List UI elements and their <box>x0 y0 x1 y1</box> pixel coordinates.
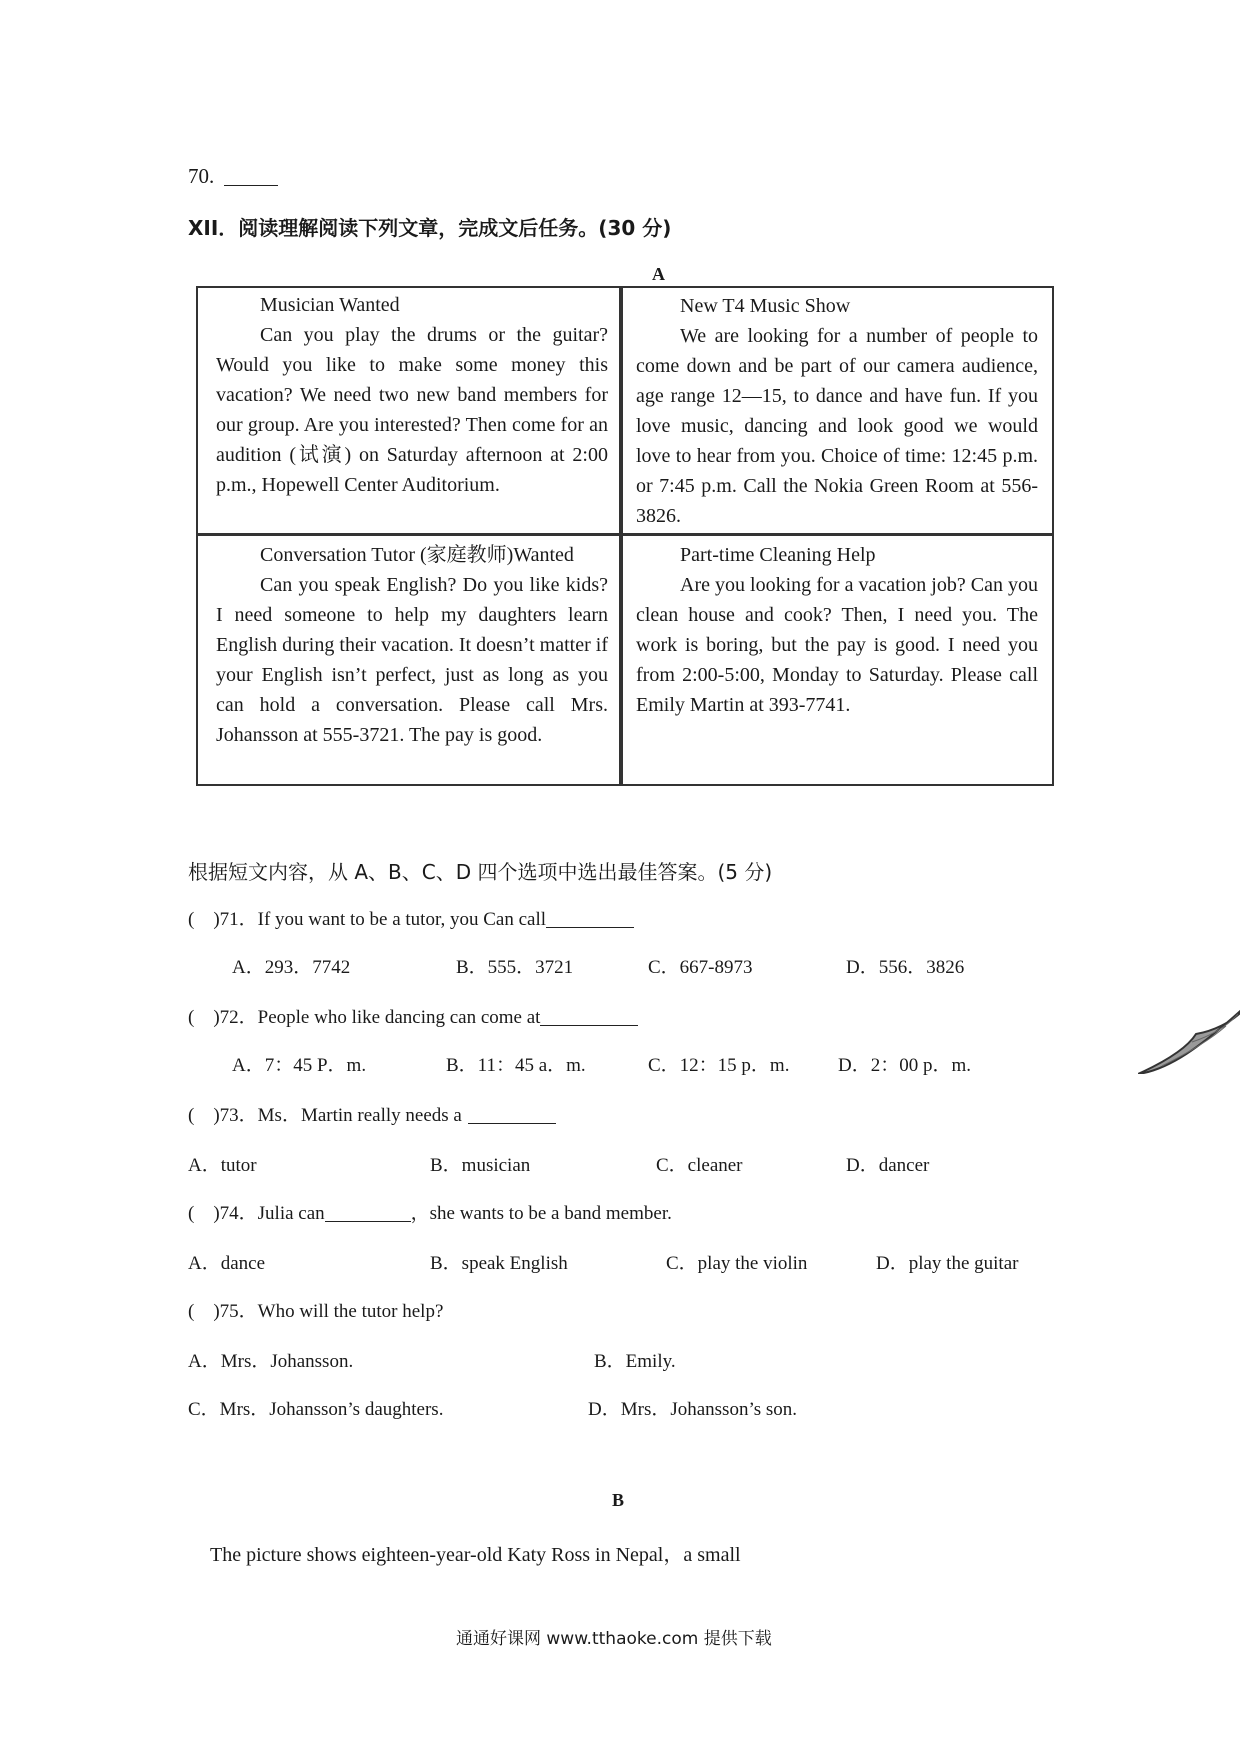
option-a[interactable]: A．Mrs．Johansson. <box>188 1351 354 1372</box>
option-d[interactable]: D．play the guitar <box>876 1253 1019 1274</box>
row-divider <box>198 533 1052 536</box>
option-d[interactable]: D．2：00 p．m. <box>838 1055 972 1076</box>
answer-blank[interactable] <box>540 1025 638 1026</box>
ad-cleaning-help <box>636 540 1038 720</box>
question-72 <box>188 1002 638 1029</box>
option-d[interactable]: D．dancer <box>846 1155 930 1176</box>
column-divider <box>619 288 623 784</box>
ad-title: New T4 Music Show <box>680 295 851 317</box>
question-stem: ( )72．People who like dancing can come at <box>188 1007 541 1028</box>
option-a[interactable]: A．tutor <box>188 1155 257 1176</box>
ad-title: Part-time Cleaning Help <box>680 544 876 566</box>
answer-blank[interactable] <box>325 1221 411 1222</box>
section-title: XII．阅读理解阅读下列文章，完成文后任务。(30 分) <box>188 216 672 240</box>
question-stem: ( )73．Ms．Martin really needs a <box>188 1105 462 1126</box>
option-a[interactable]: A．dance <box>188 1253 266 1274</box>
option-a[interactable]: A．7：45 P．m. <box>232 1055 367 1076</box>
ad-body: Can you play the drums or the guitar? Would you like to make some money this vacation? We need two new band members for our group. Are you interested? Then come for an audition (试演) on Saturday afternoon at 2:00 p.m., Hopewell Center Auditorium. <box>216 324 608 496</box>
answer-blank[interactable] <box>224 185 278 186</box>
question-stem: ( )74．Julia can <box>188 1203 325 1224</box>
page-curl-icon <box>1138 1004 1240 1074</box>
ad-body: Are you looking for a vacation job? Can you clean house and cook? Then, I need you. The work is boring, but the pay is good. I need you from 2:00-5:00, Monday to Saturday. Please call Emily Martin at 393-7741. <box>636 574 1038 716</box>
option-b[interactable]: B．musician <box>430 1155 531 1176</box>
notice-board <box>196 286 1054 786</box>
question-73 <box>188 1100 556 1127</box>
option-a[interactable]: A．293．7742 <box>232 957 351 978</box>
ad-conversation-tutor <box>216 540 608 750</box>
option-c[interactable]: C．667-8973 <box>648 957 753 978</box>
question-75 <box>188 1296 443 1323</box>
question-stem-end: ，she wants to be a band member. <box>410 1203 672 1224</box>
part-b-label: B <box>612 1490 625 1510</box>
option-d[interactable]: D．556．3826 <box>846 957 965 978</box>
passage-b-first-line: The picture shows eighteen-year-old Katy Ross in Nepal，a small <box>210 1544 741 1566</box>
question-70 <box>188 164 278 189</box>
ad-music-show <box>636 291 1038 531</box>
part-a-label: A <box>652 264 665 284</box>
question-74 <box>188 1198 672 1225</box>
footer-source: 通通好课网 www.tthaoke.com 提供下载 <box>456 1629 772 1649</box>
question-stem: ( )71．If you want to be a tutor, you Can call <box>188 909 547 930</box>
option-b[interactable]: B．11：45 a．m. <box>446 1055 586 1076</box>
ad-title: Musician Wanted <box>260 294 400 316</box>
question-stem: ( )75．Who will the tutor help? <box>188 1301 444 1322</box>
option-c[interactable]: C．Mrs．Johansson’s daughters. <box>188 1399 444 1420</box>
ad-title: Conversation Tutor (家庭教师)Wanted <box>260 544 574 566</box>
option-c[interactable]: C．12：15 p．m. <box>648 1055 790 1076</box>
option-b[interactable]: B．speak English <box>430 1253 568 1274</box>
question-71 <box>188 904 634 931</box>
answer-blank[interactable] <box>468 1123 556 1124</box>
question-70-number: 70. <box>188 164 215 188</box>
answer-blank[interactable] <box>546 927 634 928</box>
instruction: 根据短文内容，从 A、B、C、D 四个选项中选出最佳答案。(5 分) <box>188 860 773 884</box>
option-b[interactable]: B．Emily. <box>594 1351 676 1372</box>
option-b[interactable]: B．555．3721 <box>456 957 574 978</box>
ad-body: We are looking for a number of people to come down and be part of our camera audience, age range 12—15, to dance and have fun. If you love music, dancing and look good we would love to hear from you. Choice of time: 12:45 p.m. or 7:45 p.m. Call the Nokia Green Room at 556-3826. <box>636 325 1038 527</box>
option-d[interactable]: D．Mrs．Johansson’s son. <box>588 1399 798 1420</box>
ad-body: Can you speak English? Do you like kids? I need someone to help my daughters learn English during their vacation. It doesn’t matter if your English isn’t perfect, just as long as you can hold a conversation. Please call Mrs. Johansson at 555-3721. The pay is good. <box>216 574 608 746</box>
option-c[interactable]: C．play the violin <box>666 1253 808 1274</box>
ad-musician-wanted <box>216 290 608 500</box>
option-c[interactable]: C．cleaner <box>656 1155 743 1176</box>
